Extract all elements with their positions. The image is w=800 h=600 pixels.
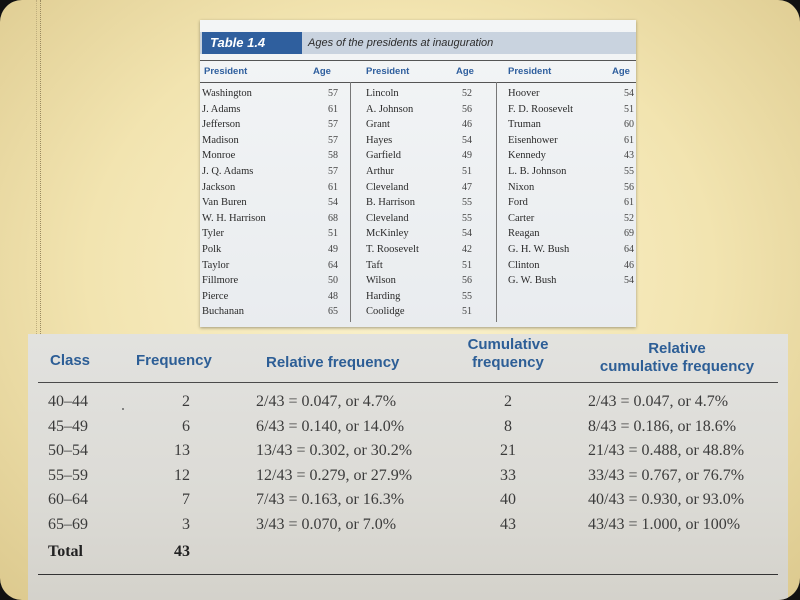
total-row [28,540,788,563]
president-age: 49 [462,150,472,162]
class-cell: 55–59 [48,466,88,484]
column-header-age: Age [313,66,331,77]
president-name: Coolidge [366,306,405,318]
president-age: 49 [328,243,338,255]
president-age: 58 [328,150,338,162]
president-name: B. Harrison [366,197,415,209]
relative-cumulative-cell: 2/43 = 0.047, or 4.7% [588,393,729,410]
president-name: W. H. Harrison [202,212,266,224]
president-age: 55 [624,165,634,177]
president-row [202,86,342,102]
president-row [202,242,342,258]
president-name: G. H. W. Bush [508,243,570,255]
cumulative-frequency-cell: 40 [500,491,516,508]
header-line: Cumulative [467,336,549,353]
president-row [202,117,342,133]
president-age: 51 [462,165,472,177]
president-age: 56 [462,275,472,287]
president-name: Garfield [366,150,401,162]
president-row [366,289,486,305]
president-row [508,211,632,227]
frequency-table-photo [28,334,788,600]
table-row [28,439,788,462]
president-name: McKinley [366,228,409,240]
president-name: Ford [508,197,528,209]
relative-cumulative-cell: 8/43 = 0.186, or 18.6% [588,417,737,435]
president-age: 51 [328,228,338,240]
president-age: 57 [328,119,338,131]
president-column [366,86,486,320]
table-rule [200,82,636,83]
president-row [202,289,342,305]
president-age: 48 [328,290,338,302]
president-row [508,180,632,196]
president-row [508,117,632,133]
class-cell: 45–49 [48,417,88,435]
president-name: Eisenhower [508,134,558,146]
president-age: 43 [624,150,634,162]
header-line: Relative [648,340,706,357]
president-age: 54 [462,134,472,146]
president-row [508,258,632,274]
table-row [28,464,788,487]
presidents-table-photo [200,20,636,327]
president-name: Taft [366,259,383,271]
frequency-cell: 12 [174,466,190,484]
header-rule [38,382,778,383]
president-name: Lincoln [366,88,399,99]
relative-frequency-cell: 13/43 = 0.302, or 30.2% [256,442,413,459]
cumulative-frequency-cell: 43 [500,515,516,533]
president-name: Harding [366,290,401,302]
president-row [508,133,632,149]
president-age: 54 [624,275,634,287]
president-age: 52 [462,88,472,99]
president-name: Polk [202,243,222,255]
president-age: 51 [624,103,634,115]
president-row [202,195,342,211]
frequency-cell: 13 [174,442,190,459]
president-row [366,164,486,180]
relative-frequency-cell: 6/43 = 0.140, or 14.0% [256,417,405,435]
president-age: 61 [328,181,338,193]
president-row [508,226,632,242]
cumulative-frequency-cell: 21 [500,442,516,459]
column-header-president: President [204,66,248,77]
president-age: 46 [462,119,472,131]
president-name: Monroe [202,150,236,162]
president-name: Jackson [202,181,236,193]
president-age: 65 [328,306,338,318]
president-age: 54 [462,228,472,240]
class-cell: 40–44 [48,393,88,410]
column-header-president: President [366,66,410,77]
president-age: 47 [462,181,472,193]
class-cell: 50–54 [48,442,88,459]
president-name: Pierce [202,290,229,302]
bottom-rule [38,574,778,575]
president-age: 55 [462,197,472,209]
president-name: Hayes [366,134,393,146]
frequency-cell: 3 [182,515,190,533]
table-row [28,513,788,536]
table-number: Table 1.4 [202,32,302,54]
table-row [28,488,788,511]
president-age: 55 [462,290,472,302]
president-row [366,117,486,133]
president-name: Kennedy [508,150,546,162]
president-name: Washington [202,88,252,99]
president-row [366,133,486,149]
president-row [508,86,632,102]
relative-frequency-cell: 7/43 = 0.163, or 16.3% [256,491,405,508]
president-row [366,195,486,211]
president-row [508,148,632,164]
class-cell: 65–69 [48,515,88,533]
header-line: frequency [472,354,544,371]
president-name: Arthur [366,165,394,177]
president-row [366,86,486,102]
president-row [202,304,342,320]
president-row [508,195,632,211]
relative-cumulative-cell: 43/43 = 1.000, or 100% [588,515,741,533]
president-age: 61 [624,197,634,209]
frequency-cell: 6 [182,417,190,435]
president-age: 61 [624,134,634,146]
president-row [508,273,632,289]
president-row [508,102,632,118]
table-rule [200,60,636,61]
column-header-age: Age [612,66,630,77]
column-header-president: President [508,66,552,77]
president-name: Van Buren [202,197,247,209]
president-age: 46 [624,259,634,271]
president-age: 57 [328,165,338,177]
relative-frequency-cell: 12/43 = 0.279, or 27.9% [256,466,413,484]
president-row [202,102,342,118]
president-name: Truman [508,119,541,131]
column-divider [496,82,497,322]
relative-cumulative-cell: 33/43 = 0.767, or 76.7% [588,466,745,484]
president-age: 51 [462,306,472,318]
president-age: 69 [624,228,634,240]
president-row [366,258,486,274]
cumulative-frequency-cell: 8 [504,417,512,435]
president-name: Wilson [366,275,396,287]
president-row [202,273,342,289]
president-row [202,258,342,274]
header-relative-cumulative-frequency [584,340,770,376]
president-age: 52 [624,212,634,224]
president-name: T. Roosevelt [366,243,419,255]
president-row [202,164,342,180]
president-name: Nixon [508,181,535,193]
president-row [508,164,632,180]
president-age: 51 [462,259,472,271]
table-row [28,390,788,413]
frequency-cell: 2 [182,393,190,410]
president-name: Clinton [508,259,540,271]
header-class: Class [50,352,91,369]
president-row [366,148,486,164]
president-name: Buchanan [202,306,244,318]
total-label: Total [48,543,83,560]
president-name: Fillmore [202,275,239,287]
president-age: 64 [624,243,634,255]
president-name: Cleveland [366,181,409,193]
president-row [366,226,486,242]
header-cumulative-frequency [460,336,556,372]
table-caption: Ages of the presidents at inauguration [308,37,494,49]
class-cell: 60–64 [48,491,88,508]
president-age: 64 [328,259,338,271]
president-age: 57 [328,134,338,146]
president-row [202,133,342,149]
president-row [366,242,486,258]
president-age: 61 [328,103,338,115]
president-name: Jefferson [202,119,241,131]
president-name: J. Adams [202,103,241,115]
president-age: 57 [328,88,338,99]
president-age: 56 [624,181,634,193]
cumulative-frequency-cell: 33 [500,466,516,484]
president-age: 54 [328,197,338,209]
president-name: Hoover [508,88,540,99]
relative-frequency-cell: 3/43 = 0.070, or 7.0% [256,515,397,533]
president-name: F. D. Roosevelt [508,103,574,115]
column-header-age: Age [456,66,474,77]
president-name: Tyler [202,228,225,240]
president-name: G. W. Bush [508,275,557,287]
president-age: 68 [328,212,338,224]
president-name: Reagan [508,228,540,240]
president-name: Carter [508,212,535,224]
president-row [202,211,342,227]
president-age: 55 [462,212,472,224]
president-age: 56 [462,103,472,115]
president-name: Cleveland [366,212,409,224]
president-row [202,148,342,164]
relative-cumulative-cell: 21/43 = 0.488, or 48.8% [588,442,745,459]
president-age: 60 [624,119,634,131]
president-name: A. Johnson [366,103,414,115]
relative-cumulative-cell: 40/43 = 0.930, or 93.0% [588,491,745,508]
header-frequency: Frequency [136,352,212,369]
president-row [366,180,486,196]
president-row [366,102,486,118]
president-age: 50 [328,275,338,287]
president-row [366,211,486,227]
president-name: J. Q. Adams [202,165,254,177]
president-name: Taylor [202,259,230,271]
president-name: Grant [366,119,390,131]
president-row [202,180,342,196]
president-name: L. B. Johnson [508,165,567,177]
table-row [28,415,788,438]
header-relative-frequency: Relative frequency [266,354,400,371]
president-row [366,273,486,289]
cumulative-frequency-cell: 2 [504,393,512,410]
president-age: 42 [462,243,472,255]
president-column [508,86,632,289]
president-row [202,226,342,242]
relative-frequency-cell: 2/43 = 0.047, or 4.7% [256,393,397,410]
president-row [366,304,486,320]
president-age: 54 [624,88,634,99]
column-divider [350,82,351,322]
president-column [202,86,342,320]
header-line: cumulative frequency [599,358,755,375]
president-name: Madison [202,134,239,146]
total-value: 43 [174,543,190,560]
frequency-cell: 7 [182,491,190,508]
president-row [508,242,632,258]
